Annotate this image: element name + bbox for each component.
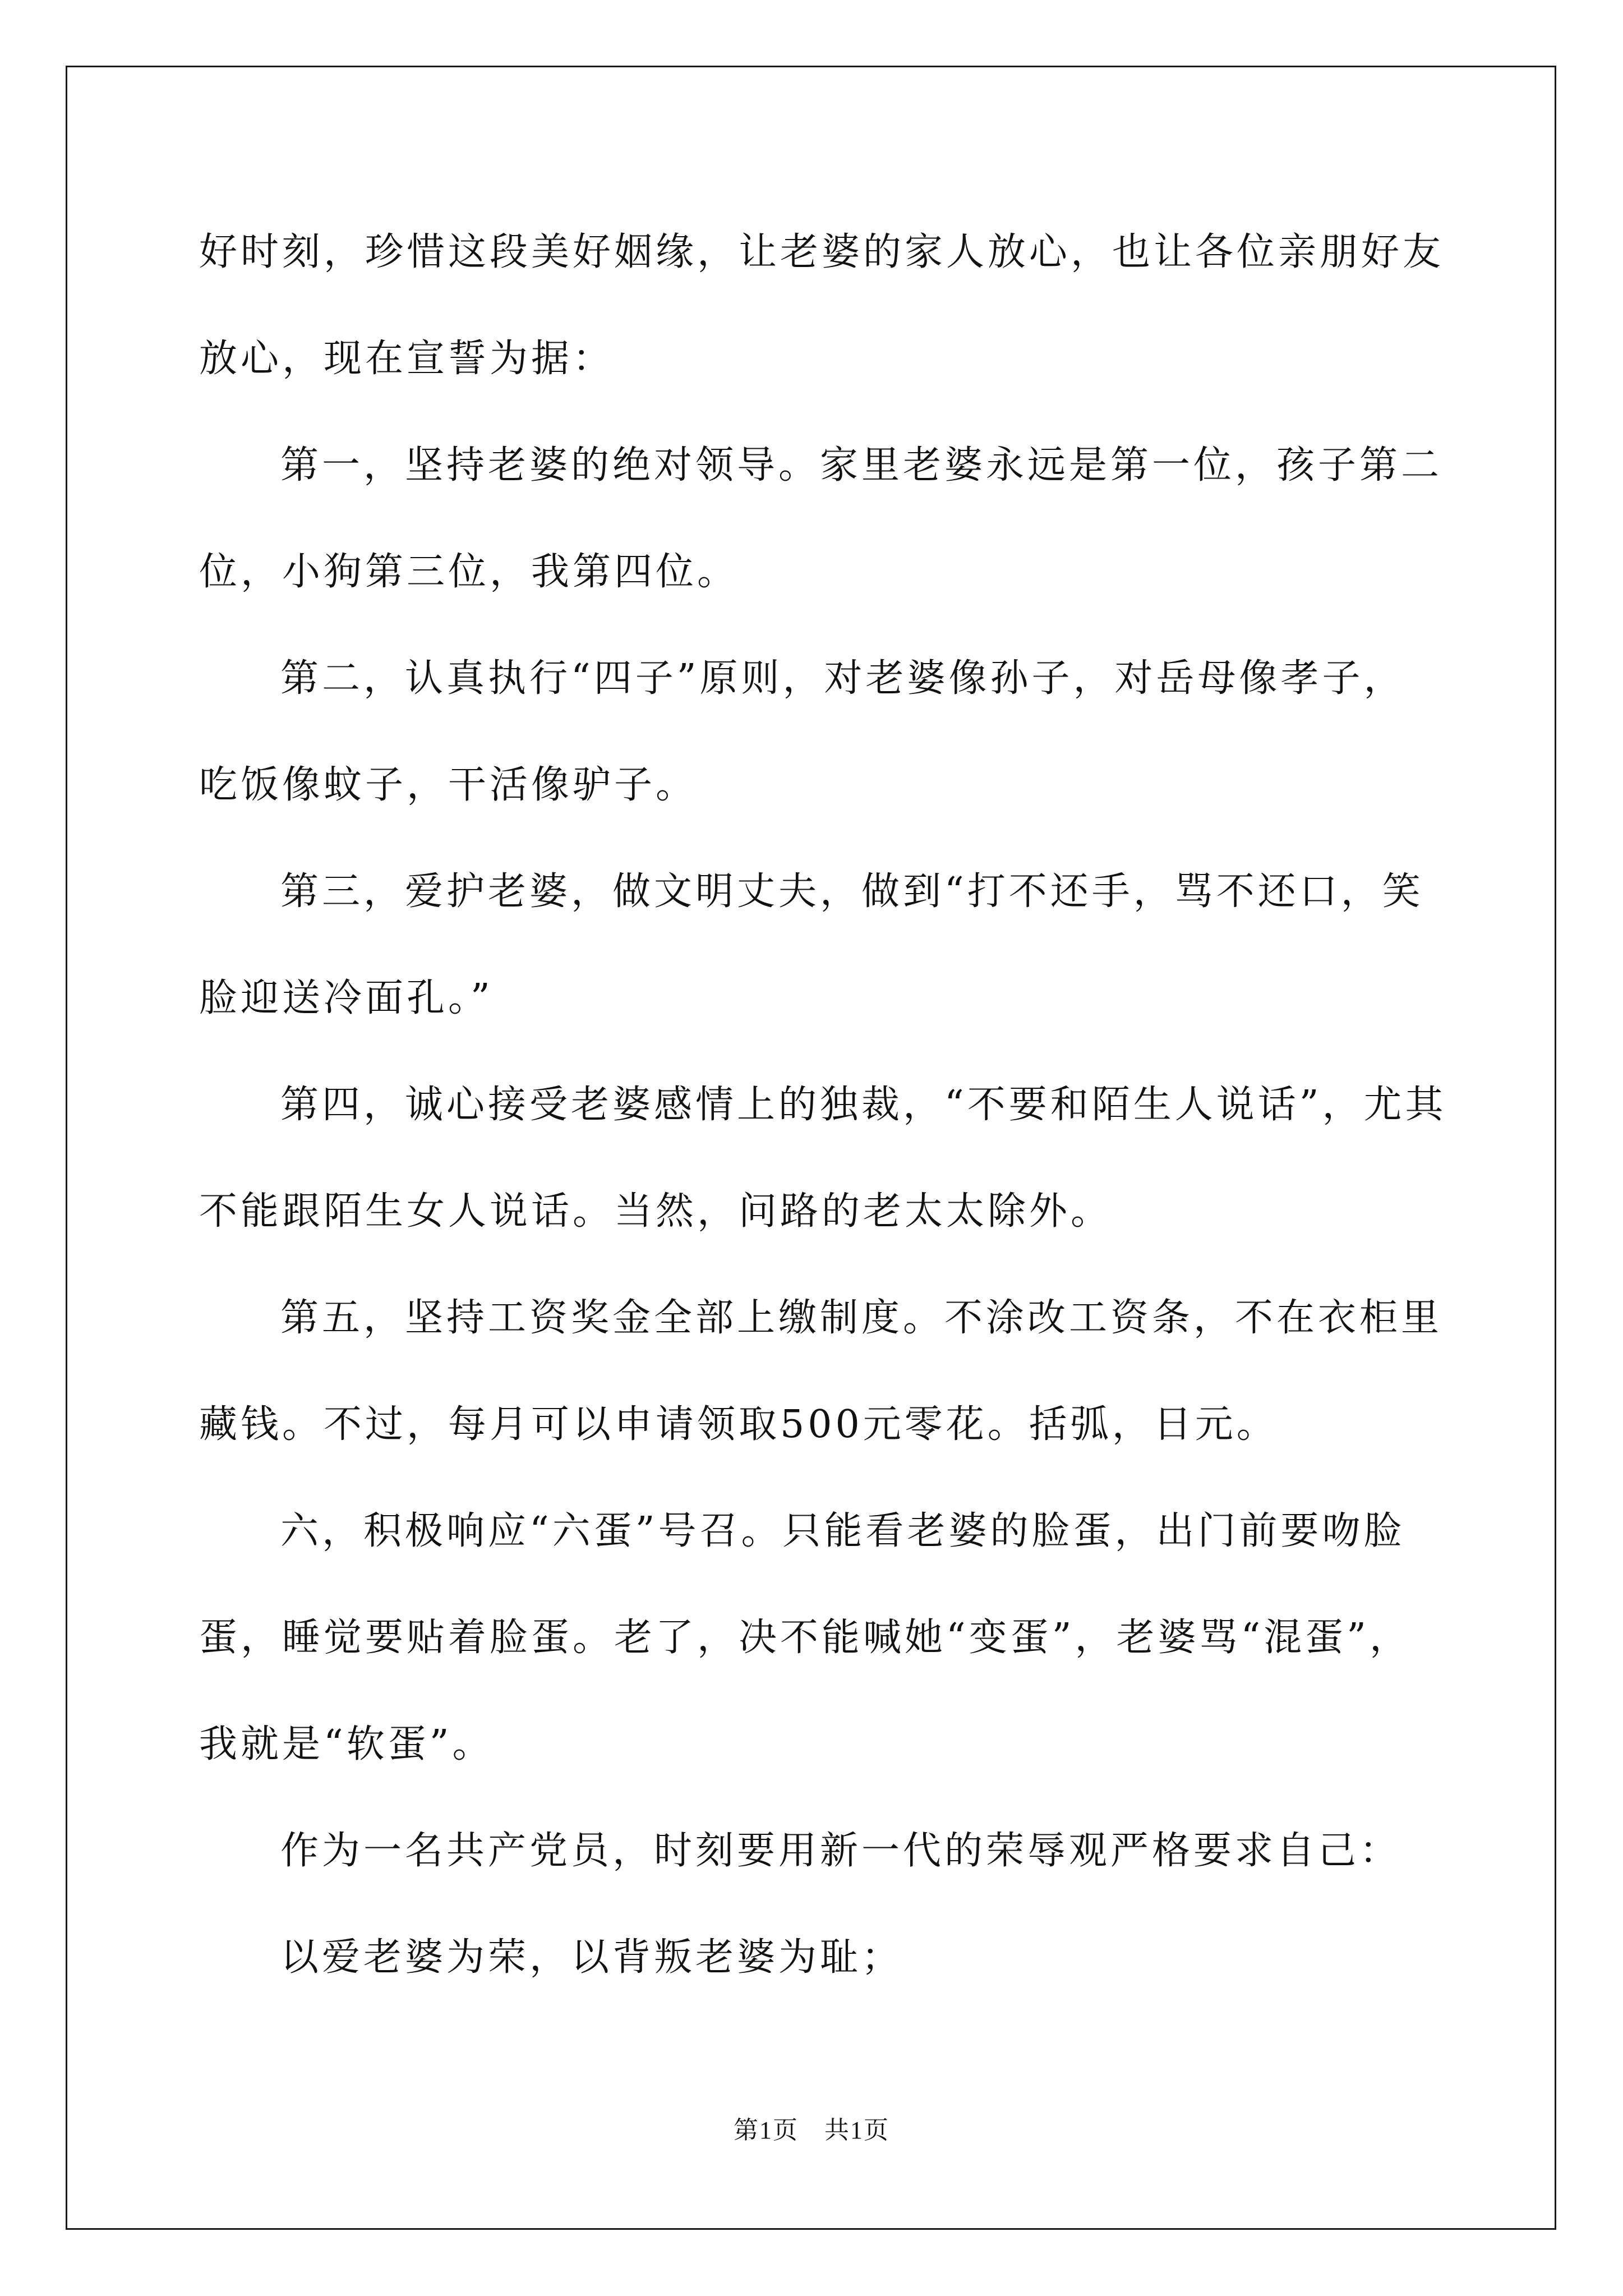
- paragraph-line: 以爱老婆为荣，以背叛老婆为耻；: [280, 1935, 903, 1980]
- text-line: 吃饭像蚊子，干活像驴子。: [199, 763, 698, 807]
- paragraph-line: 六，积极响应“六蛋”号召。只能看老婆的脸蛋，出门前要吻脸: [280, 1509, 1405, 1553]
- text-line: 放心，现在宣誓为据：: [199, 337, 615, 381]
- text-line: 藏钱。不过，每月可以申请领取500元零花。括弧，日元。: [199, 1402, 1278, 1447]
- text-line: 我就是“软蛋”。: [199, 1722, 494, 1766]
- paragraph-line: 第四，诚心接受老婆感情上的独裁，“不要和陌生人说话”，尤其: [280, 1083, 1447, 1127]
- paragraph-line: 作为一名共产党员，时刻要用新一代的荣辱观严格要求自己：: [280, 1829, 1401, 1873]
- paragraph-line: 第三，爱护老婆，做文明丈夫，做到“打不还手，骂不还口，笑: [280, 869, 1424, 914]
- text-line: 蛋，睡觉要贴着脸蛋。老了，决不能喊她“变蛋”，老婆骂“混蛋”，: [199, 1616, 1412, 1660]
- paragraph-line: 第一，坚持老婆的绝对领导。家里老婆永远是第一位，孩子第二: [280, 443, 1443, 487]
- page-border: [66, 66, 1556, 2230]
- page-footer: 第1页 共1页: [734, 2116, 889, 2144]
- paragraph-line: 第五，坚持工资奖金全部上缴制度。不涂改工资条，不在衣柜里: [280, 1296, 1443, 1340]
- text-line: 不能跟陌生女人说话。当然，问路的老太太除外。: [199, 1189, 1113, 1234]
- text-line: 位，小狗第三位，我第四位。: [199, 550, 739, 594]
- text-line: 好时刻，珍惜这段美好姻缘，让老婆的家人放心，也让各位亲朋好友: [199, 230, 1445, 274]
- text-line: 脸迎送冷面孔。”: [199, 976, 494, 1020]
- paragraph-line: 第二，认真执行“四子”原则，对老婆像孙子，对岳母像孝子，: [280, 656, 1405, 701]
